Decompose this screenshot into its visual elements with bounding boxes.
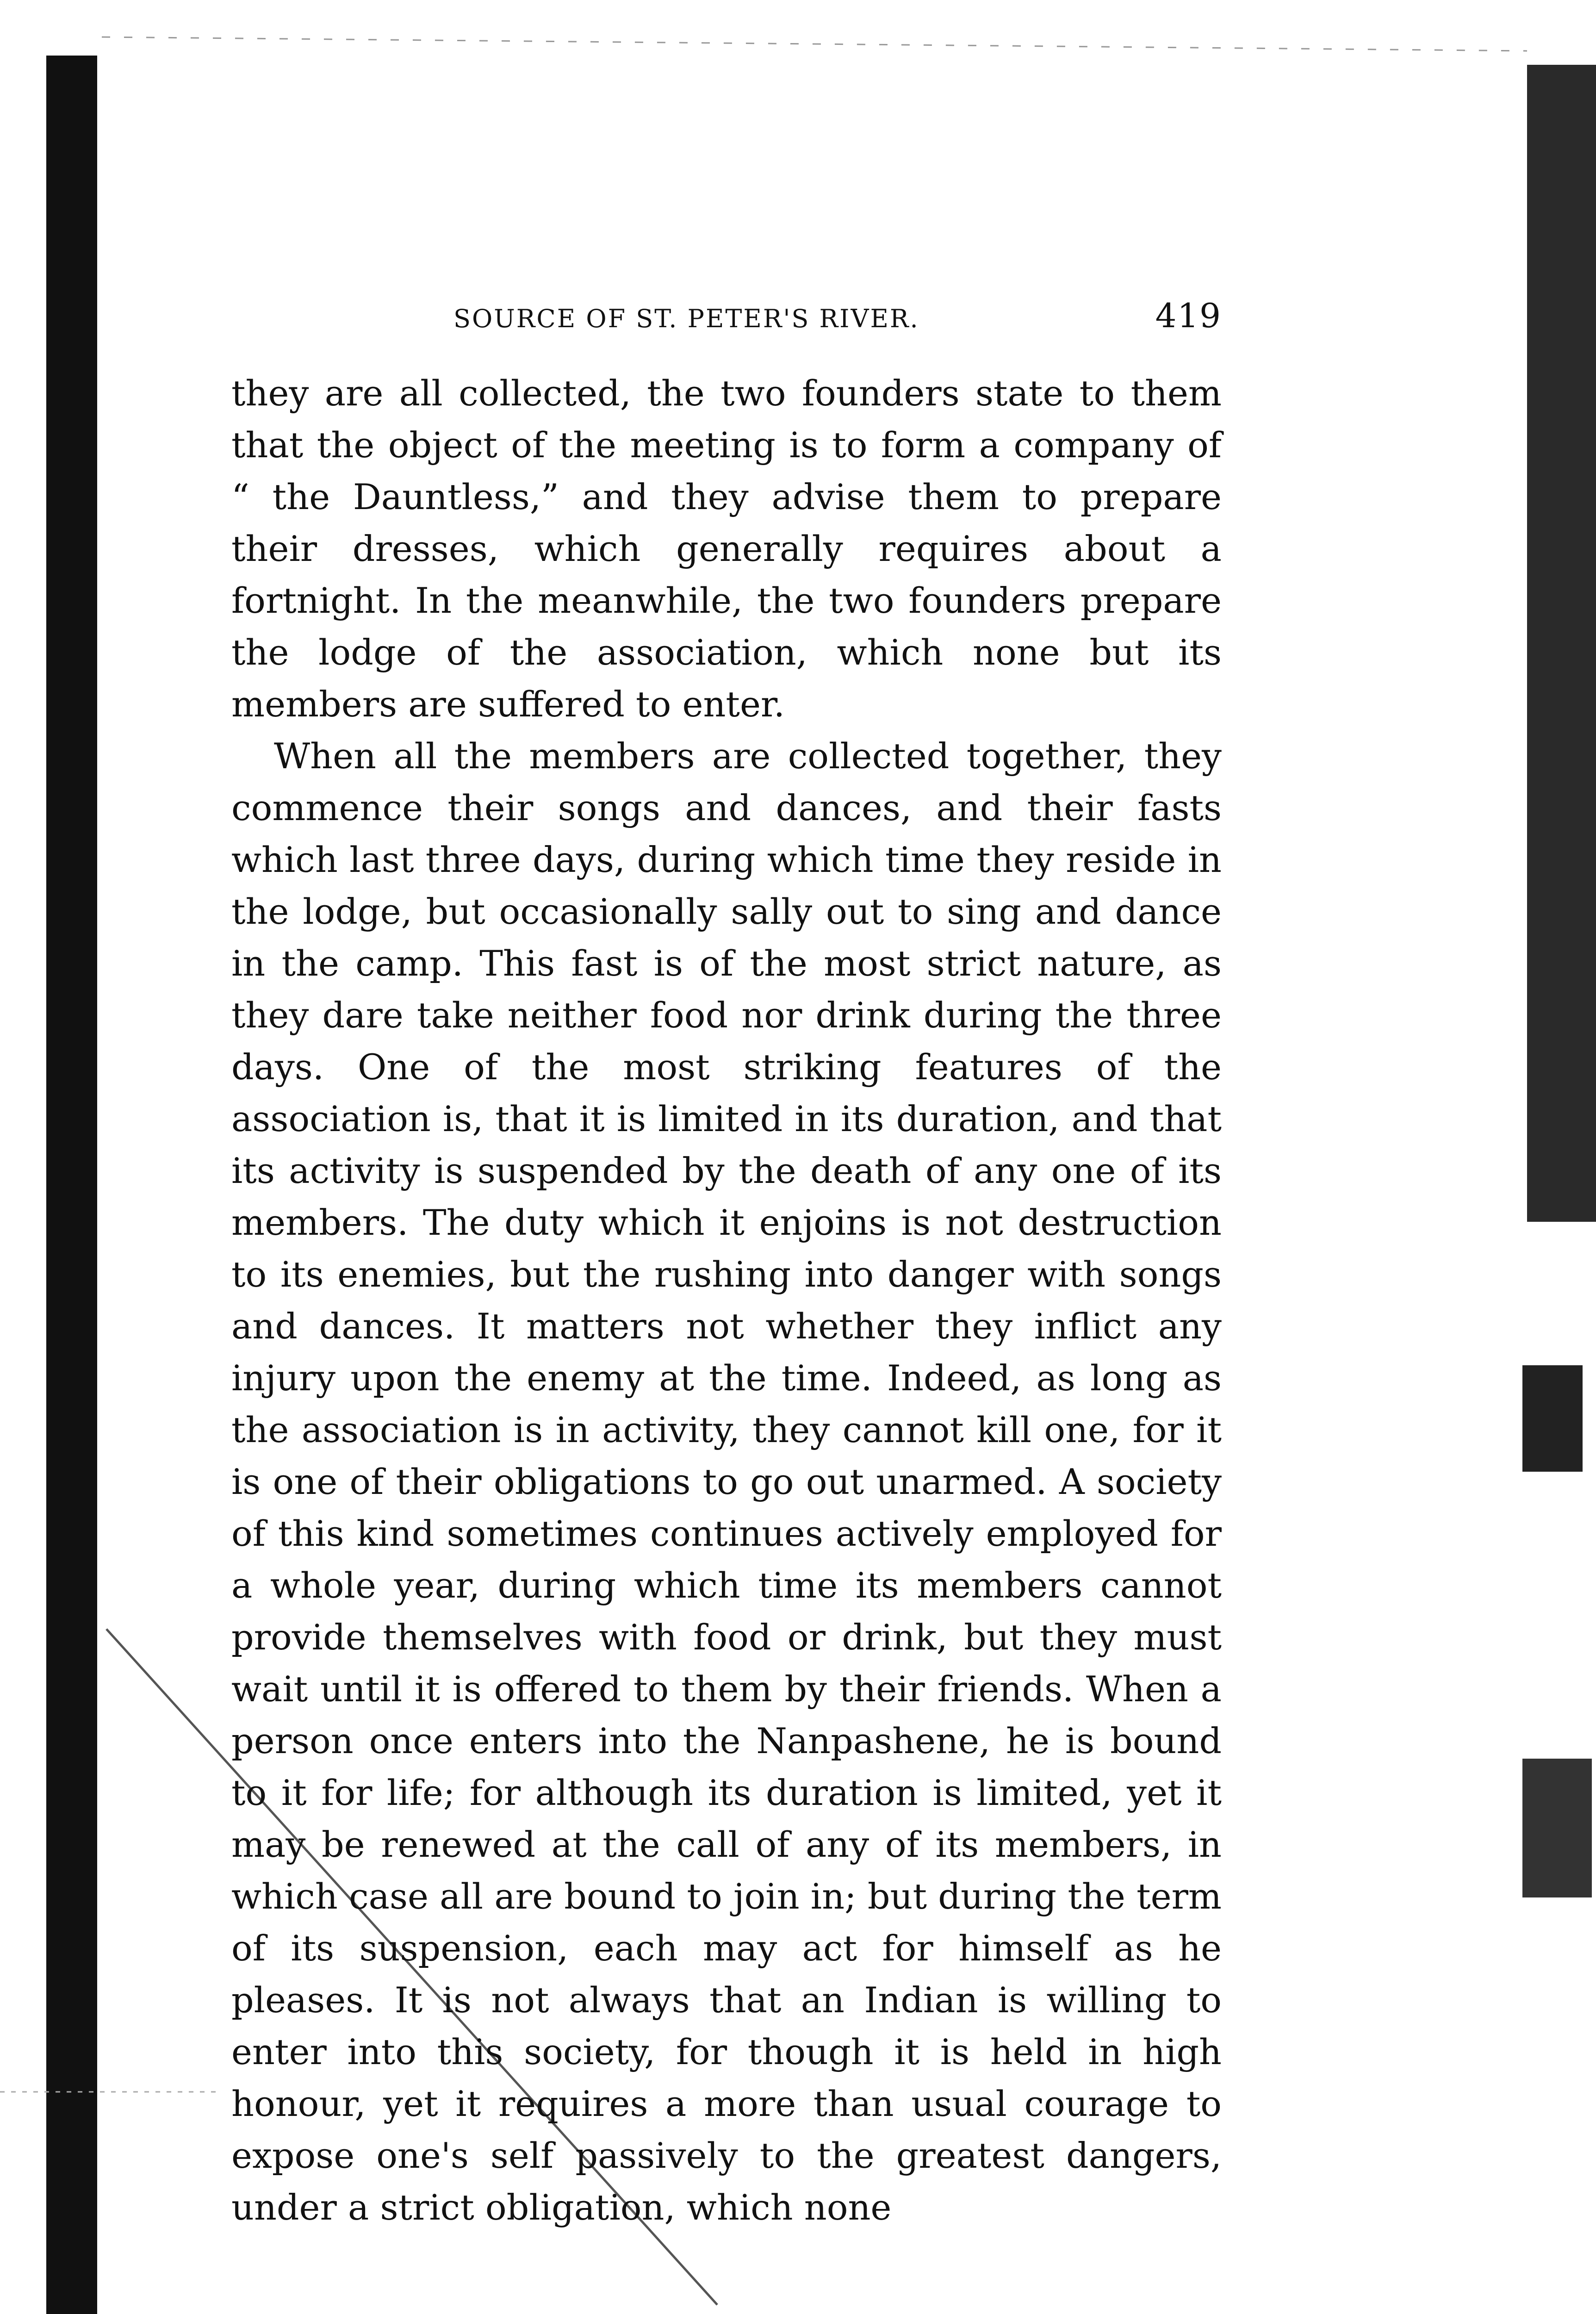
top-edge-noise: [102, 37, 1527, 51]
left-binding-shadow: [46, 56, 97, 2314]
right-binding-shadow-fragment: [1522, 1759, 1592, 1897]
paragraph: When all the members are collected together, they commence their songs and dances, and their fasts which last three days, during which time they reside in the lodge, but occasionally sally out to sing and dance in the camp. This fast is of the most strict nature, as they dare take neither food nor drink during the three days. One of the most striking features of the association is, that it is limited in its duration, and that its activity is suspended by the death of any one of its members. The duty which it enjoins is not destruction to its enemies, but the rushing into danger with songs and dances. It matters not whether they inflict any injury upon the enemy at the time. Indeed, as long as the association is in activity, they cannot kill one, for it is one of their obligations to go out unarmed. A society of this kind sometimes continues actively employed for a whole year, during which time its members cannot provide themselves with food or drink, but they must wait until it is offered to them by their friends. When a person once enters into the Nanpashene, he is bound to it for life; for although its duration is limited, yet it may be renewed at the call of any of its members, in which case all are bound to join in; but during the term of its suspension, each may act for himself as he pleases. It is not always that an Indian is willing to enter into this society, for though it is held in high honour, yet it requires a more than usual courage to expose one's self passively to the greatest dangers, under a strict obligation, which none: [231, 735, 1222, 2228]
chapter-title: SOURCE OF ST. PETER'S RIVER.: [453, 304, 919, 333]
running-head: [231, 296, 1222, 335]
book-page: [231, 296, 1222, 2233]
right-binding-shadow-fragment: [1522, 1365, 1583, 1472]
paragraph: they are all collected, the two founders state to them that the object of the meeting is to form a company of “ the Dauntless,” and they advise them to prepare their dresses, which generally requires about a fortnight. In the meanwhile, the two founders prepare the lodge of the association, which none but its members are suffered to enter.: [231, 373, 1222, 725]
page-number: 419: [1155, 296, 1222, 335]
right-binding-shadow: [1527, 65, 1596, 1222]
